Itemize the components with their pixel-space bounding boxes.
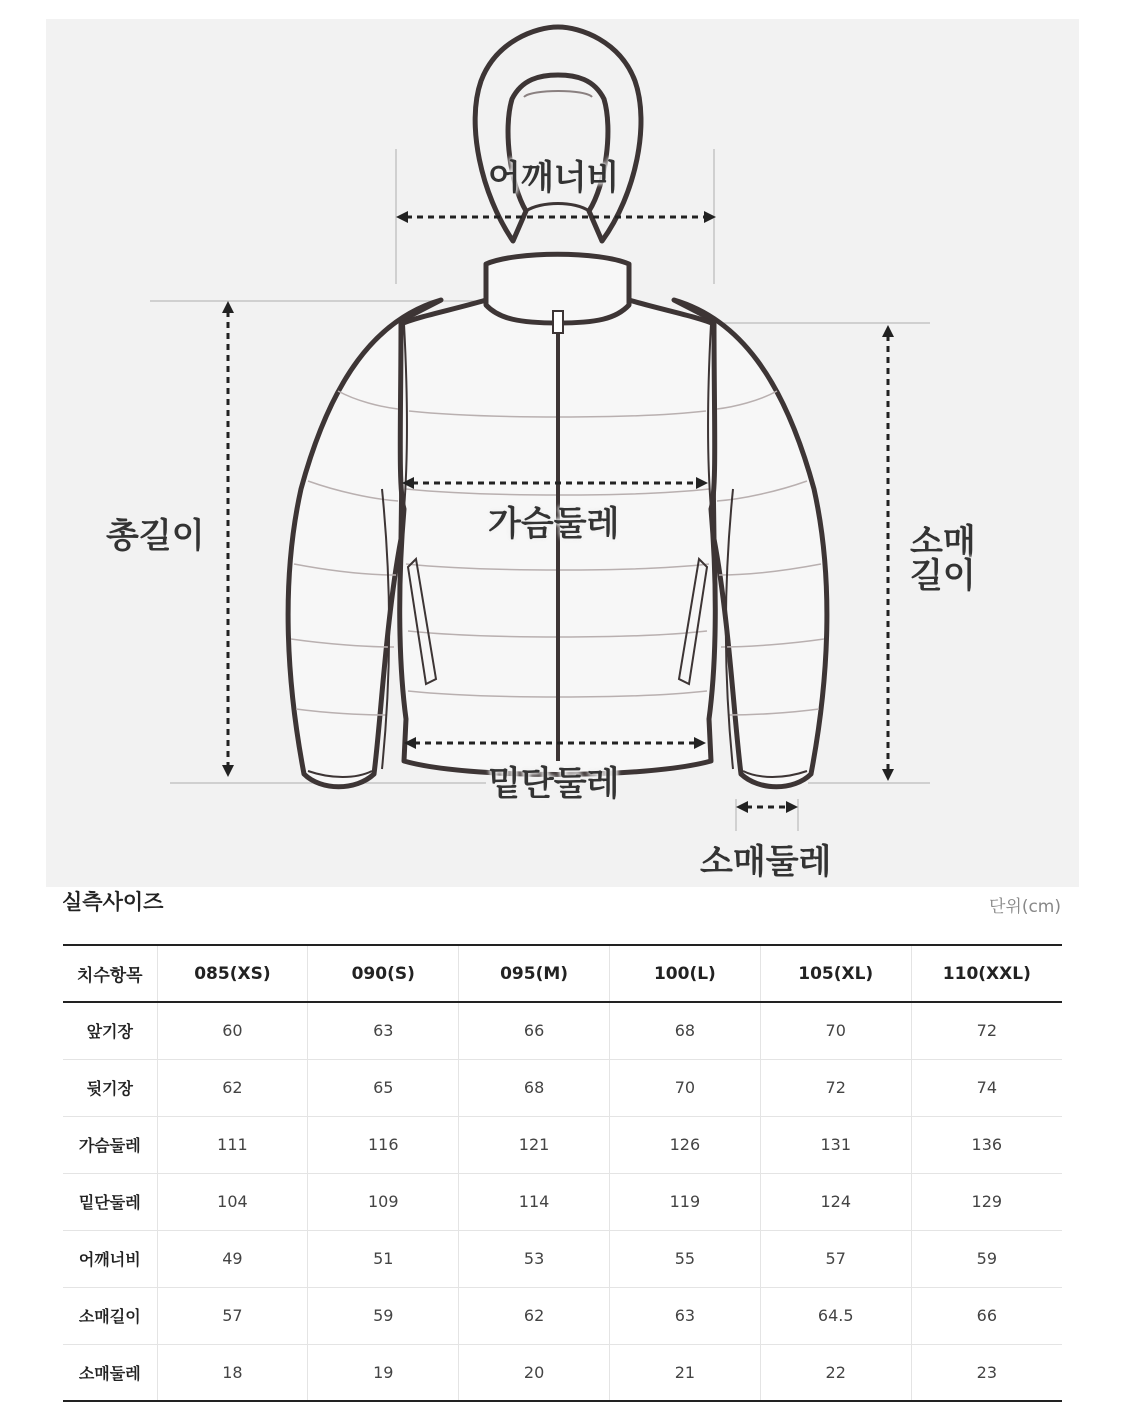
jacket-measurement-diagram	[46, 19, 1079, 887]
section-title: 실측사이즈	[62, 890, 164, 914]
table-cell: 64.5	[760, 1287, 911, 1344]
table-cell: 49	[157, 1230, 308, 1287]
label-hem: 밑단둘레	[488, 764, 620, 804]
header-size: 090(S)	[308, 945, 459, 1002]
table-body	[63, 1002, 1062, 1401]
row-label: 어깨너비	[63, 1230, 157, 1287]
table-cell: 126	[609, 1116, 760, 1173]
table-cell: 119	[609, 1173, 760, 1230]
table-cell: 124	[760, 1173, 911, 1230]
label-sleeve-cuff: 소매둘레	[700, 842, 832, 882]
table-cell: 70	[609, 1059, 760, 1116]
table-cell: 57	[760, 1230, 911, 1287]
table-cell: 59	[911, 1230, 1062, 1287]
row-label: 밑단둘레	[63, 1173, 157, 1230]
table-cell: 57	[157, 1287, 308, 1344]
header-corner: 치수항목	[63, 945, 157, 1002]
table-cell: 72	[760, 1059, 911, 1116]
table-cell: 22	[760, 1344, 911, 1401]
table-cell: 63	[308, 1002, 459, 1059]
table-cell: 18	[157, 1344, 308, 1401]
table-cell: 116	[308, 1116, 459, 1173]
table-cell: 51	[308, 1230, 459, 1287]
table-cell: 68	[609, 1002, 760, 1059]
table-cell: 63	[609, 1287, 760, 1344]
table-row	[63, 1116, 1062, 1173]
table-row	[63, 1002, 1062, 1059]
label-shoulder-width: 어깨너비	[488, 158, 620, 198]
table-cell: 65	[308, 1059, 459, 1116]
table-cell: 19	[308, 1344, 459, 1401]
label-chest: 가슴둘레	[488, 504, 620, 544]
table-cell: 66	[459, 1002, 610, 1059]
table-cell: 104	[157, 1173, 308, 1230]
header-size: 100(L)	[609, 945, 760, 1002]
table-cell: 60	[157, 1002, 308, 1059]
table-row	[63, 1230, 1062, 1287]
table-cell: 62	[459, 1287, 610, 1344]
hood	[475, 27, 641, 241]
table-cell: 131	[760, 1116, 911, 1173]
table-cell: 21	[609, 1344, 760, 1401]
header-size: 095(M)	[459, 945, 610, 1002]
jacket-illustration	[46, 19, 1079, 887]
table-cell: 20	[459, 1344, 610, 1401]
header-size: 085(XS)	[157, 945, 308, 1002]
row-label: 소매길이	[63, 1287, 157, 1344]
table-cell: 62	[157, 1059, 308, 1116]
table-row	[63, 1344, 1062, 1401]
table-row	[63, 1173, 1062, 1230]
table-header-row	[63, 945, 1062, 1002]
header-size: 110(XXL)	[911, 945, 1062, 1002]
table-cell: 23	[911, 1344, 1062, 1401]
table-cell: 72	[911, 1002, 1062, 1059]
table-row	[63, 1287, 1062, 1344]
label-sleeve-length-1: 소매	[910, 522, 976, 562]
table-cell: 114	[459, 1173, 610, 1230]
table-cell: 68	[459, 1059, 610, 1116]
table-cell: 55	[609, 1230, 760, 1287]
size-table	[63, 944, 1062, 1402]
table-cell: 74	[911, 1059, 1062, 1116]
table-row	[63, 1059, 1062, 1116]
label-total-length: 총길이	[106, 516, 205, 556]
header-size: 105(XL)	[760, 945, 911, 1002]
table-cell: 70	[760, 1002, 911, 1059]
table-cell: 136	[911, 1116, 1062, 1173]
row-label: 뒷기장	[63, 1059, 157, 1116]
row-label: 소매둘레	[63, 1344, 157, 1401]
table-cell: 59	[308, 1287, 459, 1344]
row-label: 앞기장	[63, 1002, 157, 1059]
label-sleeve-length-2: 길이	[910, 556, 976, 596]
hood-inner	[524, 91, 592, 97]
row-label: 가슴둘레	[63, 1116, 157, 1173]
table-cell: 111	[157, 1116, 308, 1173]
unit-label: 단위(cm)	[988, 897, 1061, 917]
table-cell: 53	[459, 1230, 610, 1287]
table-cell: 121	[459, 1116, 610, 1173]
table-cell: 109	[308, 1173, 459, 1230]
table-cell: 129	[911, 1173, 1062, 1230]
table-cell: 66	[911, 1287, 1062, 1344]
